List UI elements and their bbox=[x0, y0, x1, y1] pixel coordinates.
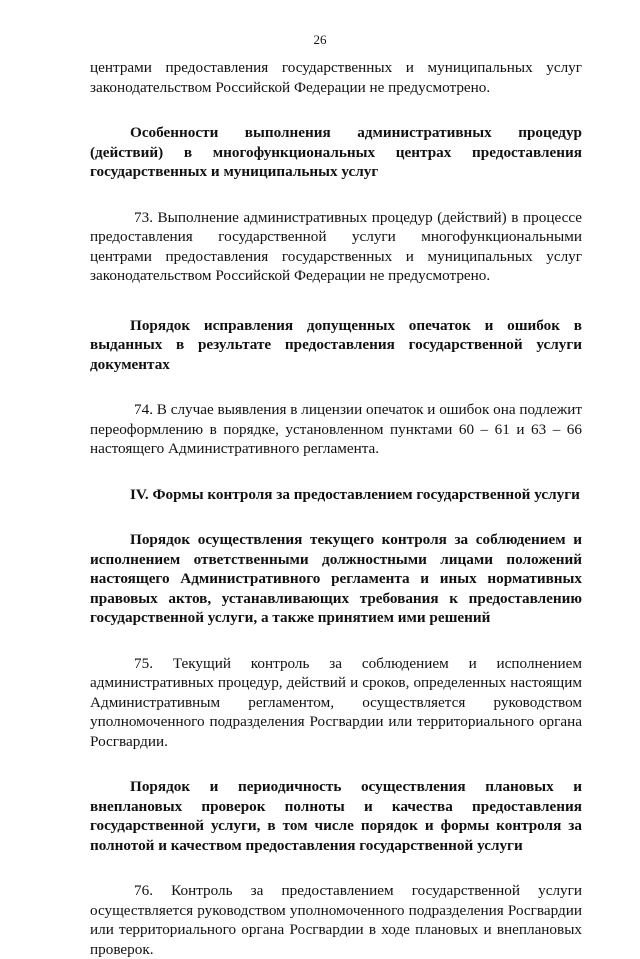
heading-section-iv: IV. Формы контроля за предоставлением государственной услуги bbox=[130, 485, 580, 503]
heading-inspections: Порядок и периодичность осуществления плановых и внеплановых проверок полноты и качества предоставления государственной услуги, в том числе порядок и формы контроля за полнотой и качеством предоставления государственной услуги bbox=[90, 778, 582, 854]
paragraph-75: 75. Текущий контроль за соблюдением и исполнением административных процедур, действий и сроков, определенных настоящим Административным регламентом, осуществляется руководством уполномоченного подразделения Росгвардии или территориального органа Росгвардии. bbox=[90, 654, 582, 750]
paragraph-74: 74. В случае выявления в лицензии опечаток и ошибок она подлежит переоформлению в порядке, установленном пунктами 60 – 61 и 63 – 66 настоящего Административного регламента. bbox=[90, 401, 582, 457]
paragraph-76: 76. Контроль за предоставлением государственной услуги осуществляется руководством уполномоченного подразделения Росгвардии или территориального органа Росгвардии в ходе плановых и внеплановых проверок. bbox=[90, 882, 582, 958]
document-body bbox=[90, 58, 582, 959]
paragraph-intro: центрами предоставления государственных и муниципальных услуг законодательством Российской Федерации не предусмотрено. bbox=[90, 59, 582, 96]
paragraph-73: 73. Выполнение административных процедур (действий) в процессе предоставления государственной услуги многофункциональными центрами предоставления государственных и муниципальных услуг законодательством Российской Федерации не предусмотрено. bbox=[90, 208, 582, 284]
heading-error-correction: Порядок исправления допущенных опечаток и ошибок в выданных в результате предоставления государственной услуги документах bbox=[90, 316, 582, 373]
heading-mfc-specifics: Особенности выполнения административных процедур (действий) в многофункциональных центрах предоставления государственных и муниципальных услуг bbox=[90, 124, 582, 180]
heading-current-control: Порядок осуществления текущего контроля за соблюдением и исполнением ответственными должностными лицами положений настоящего Административного регламента и иных нормативных правовых актов, устанавливающих требования к предоставлению государственной услуги, а также принятием ими решений bbox=[90, 531, 582, 626]
page-number: 26 bbox=[313, 32, 327, 47]
